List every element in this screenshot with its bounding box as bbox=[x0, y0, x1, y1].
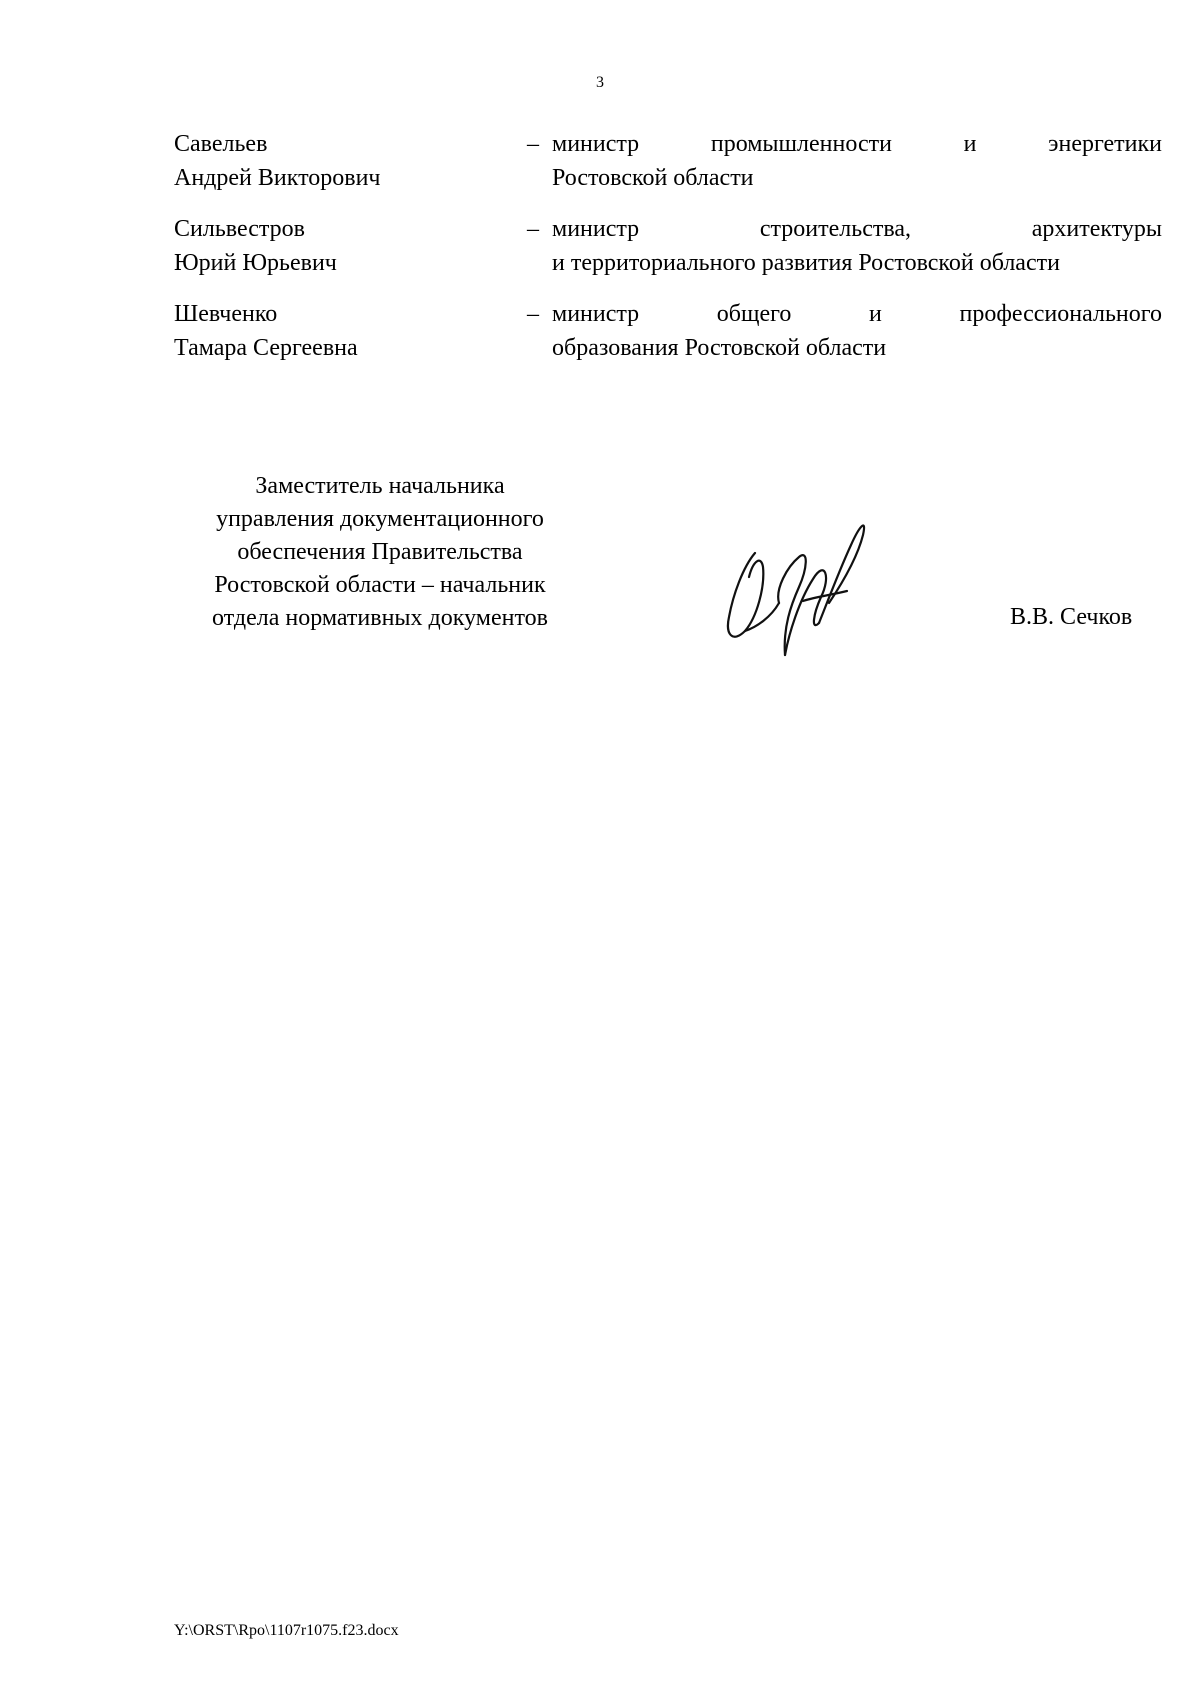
member-dash: – bbox=[527, 301, 539, 327]
member-role-line: министр строительства, архитектуры bbox=[552, 216, 1162, 242]
signer-title-line: управления документационного bbox=[216, 506, 544, 532]
handwritten-signature-icon bbox=[715, 505, 885, 660]
member-role-line: министр промышленности и энергетики bbox=[552, 131, 1162, 157]
member-role bbox=[552, 297, 1162, 365]
signer-title-line: отдела нормативных документов bbox=[212, 605, 548, 631]
signer-title-line: обеспечения Правительства bbox=[237, 539, 523, 565]
member-name bbox=[174, 212, 514, 280]
member-role-line: образования Ростовской области bbox=[552, 335, 887, 361]
member-surname: Шевченко bbox=[174, 301, 278, 327]
signer-name: В.В. Сечков bbox=[1010, 604, 1133, 630]
member-role bbox=[552, 212, 1162, 280]
member-given-names: Тамара Сергеевна bbox=[174, 335, 358, 361]
page-number: 3 bbox=[596, 74, 604, 91]
member-name bbox=[174, 297, 514, 365]
member-role bbox=[552, 127, 1162, 195]
member-role-line: и территориального развития Ростовской области bbox=[552, 250, 1060, 276]
member-role-line: министр общего и профессионального bbox=[552, 301, 1162, 327]
signer-title bbox=[160, 470, 600, 635]
member-given-names: Юрий Юрьевич bbox=[174, 250, 337, 276]
footer-file-path: Y:\ORST\Rpo\1107r1075.f23.docx bbox=[174, 1622, 399, 1639]
member-dash: – bbox=[527, 131, 539, 157]
member-surname: Савельев bbox=[174, 131, 268, 157]
member-given-names: Андрей Викторович bbox=[174, 165, 381, 191]
signer-title-line: Ростовской области – начальник bbox=[214, 572, 546, 598]
signer-title-line: Заместитель начальника bbox=[255, 473, 505, 499]
member-name bbox=[174, 127, 514, 195]
member-dash: – bbox=[527, 216, 539, 242]
member-surname: Сильвестров bbox=[174, 216, 305, 242]
member-role-line: Ростовской области bbox=[552, 165, 754, 191]
